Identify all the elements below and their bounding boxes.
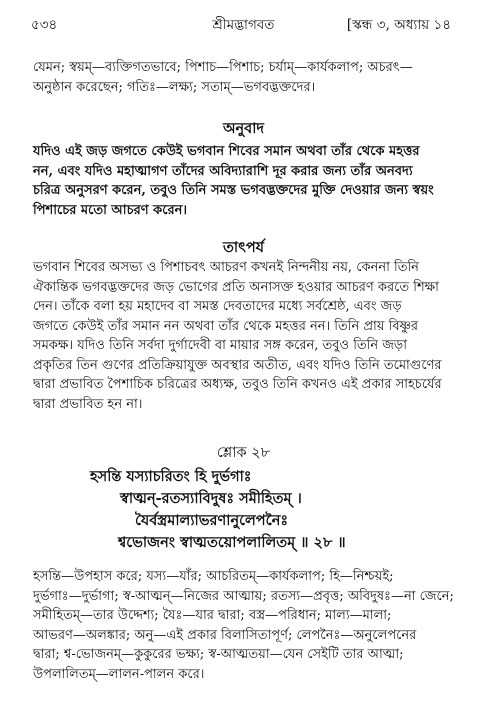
translation-text [33, 142, 457, 220]
verse-line: শ্বভোজনং স্বাত্মতয়োপলালিতম্ ॥ ২৮ ॥ [118, 534, 346, 551]
translation-heading: অনুবাদ [222, 120, 265, 137]
translation-line: পিশাচের মতো আচরণ করেন। [33, 202, 188, 218]
verse-line: যৈর্বস্ত্রমাল্যাভরণানুলেপনৈঃ [135, 512, 289, 529]
synonym-line: উপলালিতম্—লালন-পালন করে। [33, 666, 205, 682]
purport-line: প্রকৃতির তিন গুণের প্রতিক্রিয়াযুক্ত অবস্থার অতীত, এবং যদিও তিনি তমোগুণের [33, 357, 442, 373]
purport-line: দ্বারা প্রভাবিত হন না। [33, 396, 143, 412]
purport-line: সমকক্ষ। যদিও তিনি সর্বদা দুর্গাদেবী বা মায়ার সঙ্গ করেন, তবুও তিনি জড়া [33, 338, 407, 353]
translation-line: চরিত্র অনুসরণ করেন, তবুও তিনি সমস্ত ভগবদ্ভক্তদের মুক্তি দেওয়ার জন্য স্বয়ং [33, 183, 434, 198]
verse-heading: শ্লোক ২৮ [216, 445, 271, 461]
verse-line: স্বাত্মন্-রতস্যাবিদুষঃ সমীহিতম্ । [120, 490, 302, 507]
translation-line: যদিও এই জড় জগতে কেউই ভগবান শিবের সমান অথবা তাঁর থেকে মহত্তর [33, 144, 420, 159]
purport-line: দেন। তাঁকে বলা হয় মহাদেব বা সমস্ত দেবতাদের মধ্যে সর্বশ্রেষ্ঠ, এবং জড় [33, 299, 402, 314]
page-number: ৫৩৪ [31, 17, 58, 33]
purport-text [33, 258, 457, 414]
purport-line: দ্বারা প্রভাবিত পৈশাচিক চরিত্রের অধ্যক্ষ, তবুও তিনি কখনও এই প্রকার সাহচর্যের [33, 377, 442, 392]
purport-line: ভগবান শিবের অসভ্য ও পিশাচবৎ আচরণ কখনই নিন্দনীয় নয়, কেননা তিনি [33, 260, 419, 275]
translation-line: নন, এবং যদিও মহাত্মাগণ তাঁদের অবিদ্যারাশি দূর করার জন্য তাঁর অনবদ্য [33, 163, 413, 179]
purport-line: জগতে কেউই তাঁর সমান নন অথবা তাঁর থেকে মহত্তর নন। তিনি প্রায় বিষ্ণুর [33, 318, 419, 334]
chapter-reference: [স্কন্ধ ৩, অধ্যায় ১৪ [346, 17, 451, 33]
synonyms-bottom [33, 567, 457, 684]
synonym-line: যেমন; স্বয়ম্—ব্যক্তিগতভাবে; পিশাচ—পিশাচ; চর্যাম্—কার্যকলাপ; অচরৎ— [33, 60, 413, 75]
synonym-line: হসন্তি—উপহাস করে; যস্য—যাঁর; আচরিতম্—কার্যকলাপ; হি—নিশ্চয়ই; [33, 569, 394, 584]
synonym-line: সমীহিতম্—তার উদ্দেশ্য; যৈঃ—যার দ্বারা; বস্ত্র—পরিধান; মাল্য—মালা; [33, 608, 392, 623]
purport-line: ঐকান্তিক ভগবদ্ভক্তদের জড় ভোগের প্রতি অনাসক্ত হওয়ার আচরণ করতে শিক্ষা [33, 279, 439, 295]
synonym-line: দ্বারা; শ্ব-ভোজনম্—কুকুরের ভক্ষ্য; স্ব-আত্মতয়া—যেন সেইটি তার আত্মা; [33, 647, 404, 662]
synonym-line: অনুষ্ঠান করেছেন; গতিঃ—লক্ষ্য; সতাম্—ভগবদ্ভক্তদের। [33, 79, 316, 95]
running-title: শ্রীমদ্ভাগবত [212, 17, 275, 33]
synonyms-top [33, 58, 457, 97]
purport-heading: তাৎপর্য [222, 239, 265, 256]
synonym-line: আভরণ—অলঙ্কার; অনু—এই প্রকার বিলাসিতাপূর্ণ; লেপনৈঃ—অনুলেপনের [33, 627, 417, 643]
verse-line: হসন্তি যস্যাচরিতং হি দুর্ভগাঃ [90, 468, 252, 485]
synonym-line: দুর্ভগাঃ—দুর্ভাগা; স্ব-আত্মন্—নিজের আত্মায়; রতস্য—প্রবৃত্ত; অবিদুষঃ—না জেনে; [33, 588, 454, 604]
